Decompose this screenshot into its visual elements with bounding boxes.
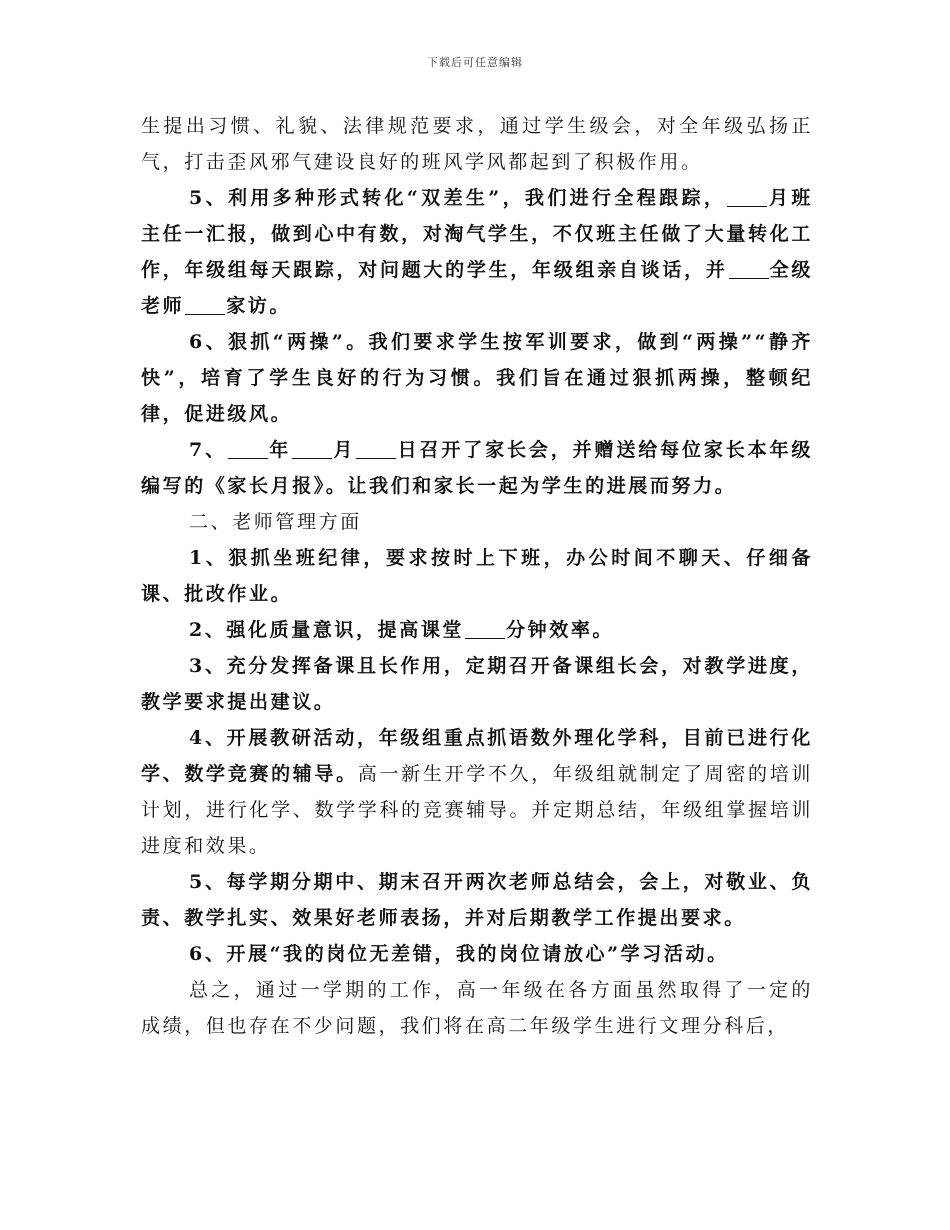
document-body xyxy=(141,108,813,1044)
paragraph-10: 5、每学期分期中、期末召开两次老师总结会，会上，对敬业、负责、教学扎实、效果好老师表扬，并对后期教学工作提出要求。 xyxy=(141,871,813,929)
fill-blank xyxy=(356,438,396,459)
paragraph-12: 总之，通过一学期的工作，高一年级在各方面虽然取得了一定的成绩，但也存在不少问题，我们将在高二年级学生进行文理分科后， xyxy=(141,979,813,1037)
fill-blank xyxy=(729,258,769,279)
section-heading: 二、老师管理方面 xyxy=(189,511,362,533)
paragraph-2-part-3: 全级老师 xyxy=(141,259,814,317)
paragraph-9-bold-part: 4、开展教研活动，年级组重点抓语数外理化学科，目前已进行化学、数学竞赛的辅导。 xyxy=(141,727,813,785)
paragraph-2-part-2: 月班主任一汇报，做到心中有数，对淘气学生，不仅班主任做了大量转化工作，年级组每天跟踪，对问题大的学生，年级组亲自谈话，并 xyxy=(141,187,813,281)
fill-blank xyxy=(465,618,505,639)
paragraph-4-part-4: 日召开了家长会，并赠送给每位家长本年级编写的《家长月报》。让我们和家长一起为学生的进展而努力。 xyxy=(141,439,814,497)
paragraph-4-part-1: 7、 xyxy=(189,439,227,461)
paragraph-2 xyxy=(141,180,813,324)
fill-blank xyxy=(185,294,225,315)
paragraph-9-normal-part: 高一新生开学不久，年级组就制定了周密的培训计划，进行化学、数学学科的竞赛辅导。并定期总结，年级组掌握培训进度和效果。 xyxy=(141,763,813,857)
fill-blank xyxy=(292,438,332,459)
paragraph-4-part-3: 月 xyxy=(333,439,356,461)
paragraph-8: 3、充分发挥备课且长作用，定期召开备课组长会，对教学进度，教学要求提出建议。 xyxy=(141,655,813,713)
paragraph-7 xyxy=(141,612,813,648)
paragraph-9 xyxy=(141,720,813,864)
paragraph-7-part-2: 分钟效率。 xyxy=(506,619,615,641)
paragraph-4 xyxy=(141,432,813,504)
paragraph-7-part-1: 2、强化质量意识，提高课堂 xyxy=(189,619,465,641)
paragraph-11: 6、开展“我的岗位无差错，我的岗位请放心”学习活动。 xyxy=(189,943,729,965)
fill-blank xyxy=(727,186,767,207)
paragraph-6: 1、狠抓坐班纪律，要求按时上下班，办公时间不聊天、仔细备课、批改作业。 xyxy=(141,547,813,605)
paragraph-4-part-2: 年 xyxy=(268,439,292,461)
paragraph-2-part-4: 家访。 xyxy=(226,295,292,317)
page-header: 下载后可任意编辑 xyxy=(427,56,523,69)
paragraph-2-part-1: 5、利用多种形式转化“双差生”，我们进行全程跟踪， xyxy=(189,187,727,209)
fill-blank xyxy=(228,438,268,459)
paragraph-1: 生提出习惯、礼貌、法律规范要求，通过学生级会，对全年级弘扬正气，打击歪风邪气建设良好的班风学风都起到了积极作用。 xyxy=(141,115,813,173)
paragraph-3: 6、狠抓“两操”。我们要求学生按军训要求，做到“两操”“静齐快”，培育了学生良好的行为习惯。我们旨在通过狠抓两操，整顿纪律，促进级风。 xyxy=(141,331,813,425)
